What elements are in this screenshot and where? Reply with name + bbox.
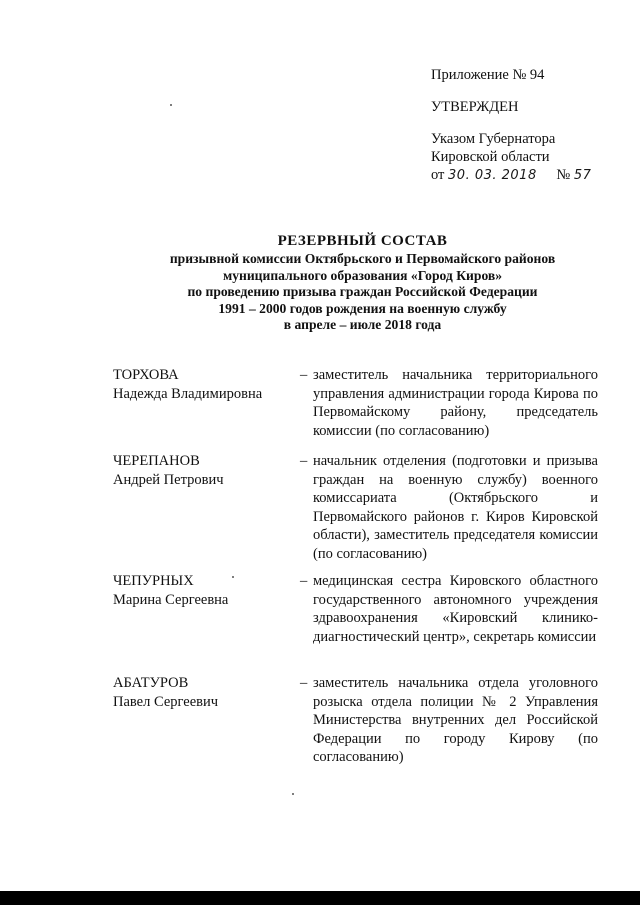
approval-block	[431, 66, 631, 185]
member-given-name: Андрей Петрович	[113, 471, 224, 488]
title-line-4: 1991 – 2000 годов рождения на военную службу	[218, 300, 507, 316]
member-surname: ТОРХОВА	[113, 367, 179, 383]
member-role: заместитель начальника отдела уголовного розыска отдела полиции № 2 Управления Министерства внутренних дел Российской Федерации по городу Кирову (по согласованию)	[313, 675, 598, 766]
appendix-number: Приложение № 94	[431, 67, 545, 83]
member-given-name: Марина Сергеевна	[113, 591, 229, 608]
member-role: начальник отделения (подготовки и призыва граждан на военную службу) военного комиссариата (Октябрьского и Первомайского районов г. Киров Кировской области), заместитель председателя комиссии (по согласованию)	[313, 453, 598, 562]
title-line-2: муниципального образования «Город Киров»	[222, 267, 503, 283]
scan-bottom-edge	[0, 891, 640, 905]
scan-speck	[232, 576, 234, 578]
scan-speck	[292, 793, 294, 795]
member-name	[113, 572, 293, 609]
member-name	[113, 366, 293, 403]
member-dash: –	[300, 573, 308, 589]
member-surname: ЧЕРЕПАНОВ	[113, 453, 200, 469]
member-role: заместитель начальника территориального управления администрации города Кирова по Первомайскому району, председатель комиссии (по согласованию)	[313, 367, 598, 439]
member-given-name: Павел Сергеевич	[113, 693, 219, 710]
title-line-1: призывной комиссии Октябрьского и Первомайского районов	[169, 251, 556, 266]
member-surname: ЧЕПУРНЫХ	[113, 573, 194, 589]
decree-date-line	[431, 166, 631, 185]
member-role: медицинская сестра Кировского областного государственного автономного учреждения здравоохранения «Кировский клинико-диагностический центр», секретарь комиссии	[313, 573, 598, 645]
title-line-5: в апреле – июле 2018 года	[283, 317, 442, 333]
member-dash: –	[300, 675, 308, 691]
approved-label: УТВЕРЖДЕН	[431, 99, 519, 115]
decree-line-2: Кировской области	[431, 149, 550, 165]
document-heading: РЕЗЕРВНЫЙ СОСТАВ	[277, 233, 448, 249]
document-title-block	[110, 232, 615, 334]
date-prefix: от	[431, 167, 445, 183]
member-name	[113, 674, 293, 711]
handwritten-date: 30. 03. 2018	[448, 168, 537, 183]
member-name	[113, 452, 293, 489]
member-surname: АБАТУРОВ	[113, 675, 189, 691]
decree-line-1: Указом Губернатора	[431, 131, 556, 147]
title-line-3: по проведению призыва граждан Российской Федерации	[187, 284, 538, 300]
member-given-name: Надежда Владимировна	[113, 385, 263, 402]
number-label: №	[556, 167, 571, 183]
member-dash: –	[300, 367, 308, 383]
handwritten-number: 57	[573, 168, 592, 183]
scan-speck	[170, 104, 172, 106]
member-dash: –	[300, 453, 308, 469]
